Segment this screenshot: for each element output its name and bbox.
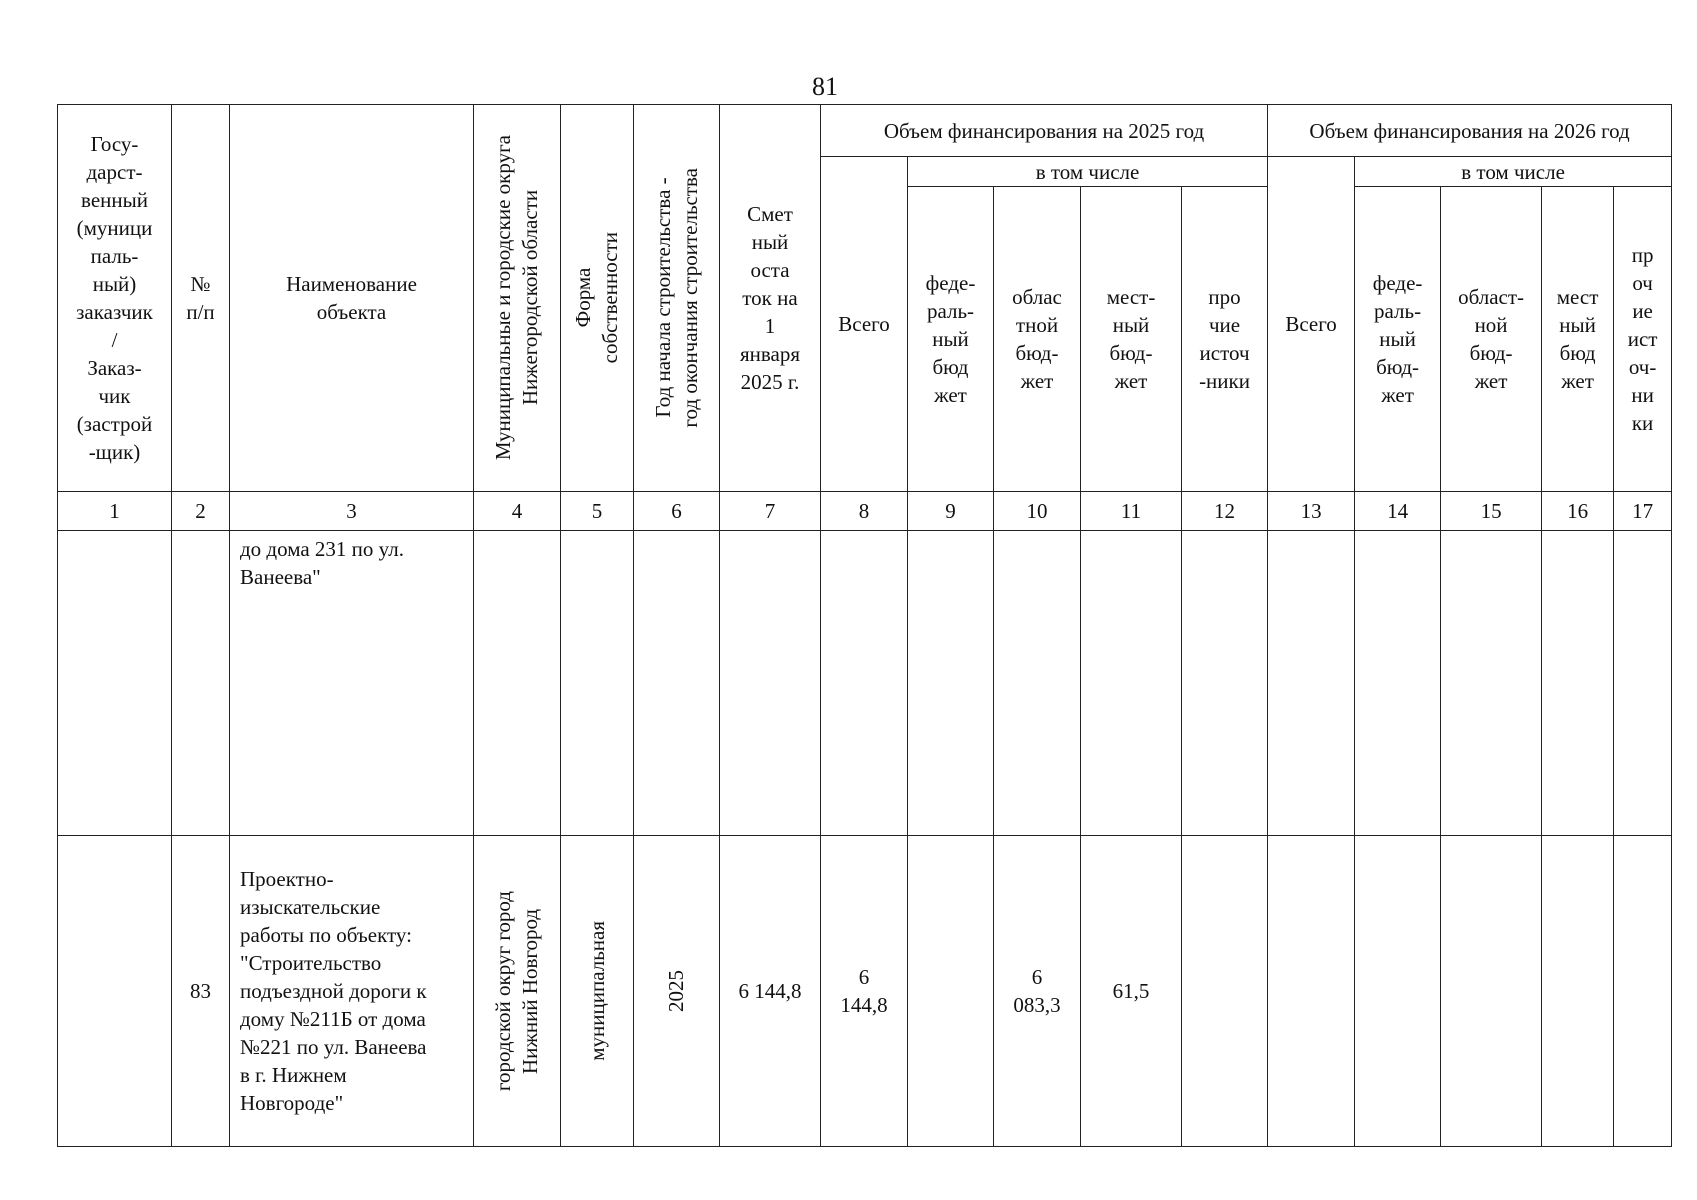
column-number: 2 — [172, 492, 230, 531]
cell-regional-2025: 6 083,3 — [994, 836, 1081, 1147]
cell-estimate — [720, 531, 821, 836]
header-regional-2026: област- ной бюд- жет — [1441, 187, 1542, 492]
cell-ownership — [561, 836, 634, 1147]
cell-object-name: Проектно- изыскательские работы по объекту: "Строительство подъездной дороги к дому №211Б от дома №221 по ул. Ванеева в г. Нижнем Новгороде" — [230, 836, 474, 1147]
table-row — [58, 531, 1672, 836]
cell-federal-2025 — [908, 836, 994, 1147]
cell-regional-2026 — [1441, 836, 1542, 1147]
cell-district — [474, 836, 561, 1147]
cell-ownership — [561, 531, 634, 836]
header-estimate: Смет ный оста ток на 1 января 2025 г. — [720, 105, 821, 492]
cell-local-2026 — [1542, 836, 1614, 1147]
cell-local-2025: 61,5 — [1081, 836, 1182, 1147]
header-total-2025: Всего — [821, 157, 908, 492]
header-fin-2026: Объем финансирования на 2026 год — [1268, 105, 1672, 157]
header-other-2025: про чие источ -ники — [1182, 187, 1268, 492]
header-including-2026: в том числе — [1355, 157, 1672, 187]
cell-regional-2026 — [1441, 531, 1542, 836]
column-number: 9 — [908, 492, 994, 531]
cell-other-2026 — [1614, 531, 1672, 836]
column-number: 15 — [1441, 492, 1542, 531]
cell-customer — [58, 531, 172, 836]
column-number: 6 — [634, 492, 720, 531]
cell-other-2025 — [1182, 531, 1268, 836]
cell-no — [172, 531, 230, 836]
column-numbers-row — [58, 492, 1672, 531]
cell-estimate: 6 144,8 — [720, 836, 821, 1147]
cell-other-2025 — [1182, 836, 1268, 1147]
cell-total-2025 — [821, 531, 908, 836]
header-years-text: Год начала строительства - год окончания строительства — [650, 168, 702, 428]
column-number: 4 — [474, 492, 561, 531]
header-including-2025: в том числе — [908, 157, 1268, 187]
header-districts-text: Муниципальные и городские округа Нижегородской области — [491, 135, 542, 461]
cell-total-2026 — [1268, 836, 1355, 1147]
header-regional-2025: облас тной бюд- жет — [994, 187, 1081, 492]
cell-total-2025: 6 144,8 — [821, 836, 908, 1147]
column-number: 1 — [58, 492, 172, 531]
cell-local-2025 — [1081, 531, 1182, 836]
cell-years-text: 2025 — [664, 970, 688, 1012]
header-ownership-text: Форма собственности — [571, 232, 622, 364]
cell-total-2026 — [1268, 531, 1355, 836]
cell-no: 83 — [172, 836, 230, 1147]
cell-local-2026 — [1542, 531, 1614, 836]
header-districts — [474, 105, 561, 492]
column-number: 16 — [1542, 492, 1614, 531]
cell-years — [634, 531, 720, 836]
column-number: 11 — [1081, 492, 1182, 531]
header-no: № п/п — [172, 105, 230, 492]
column-number: 10 — [994, 492, 1081, 531]
page-number: 81 — [812, 72, 838, 101]
header-local-2025: мест- ный бюд- жет — [1081, 187, 1182, 492]
column-number: 8 — [821, 492, 908, 531]
financing-table — [57, 104, 1672, 1147]
header-customer: Госу- дарст- венный (муници паль- ный) заказчик / Заказ- чик (застрой -щик) — [58, 105, 172, 492]
column-number: 7 — [720, 492, 821, 531]
header-object-name: Наименование объекта — [230, 105, 474, 492]
cell-customer — [58, 836, 172, 1147]
header-federal-2026: феде- раль- ный бюд- жет — [1355, 187, 1441, 492]
column-number: 12 — [1182, 492, 1268, 531]
header-other-2026: пр оч ие ист оч- ни ки — [1614, 187, 1672, 492]
cell-district-text: городской округ город Нижний Новгород — [491, 890, 542, 1092]
column-number: 14 — [1355, 492, 1441, 531]
header-ownership — [561, 105, 634, 492]
column-number: 5 — [561, 492, 634, 531]
table-row — [58, 836, 1672, 1147]
column-number: 3 — [230, 492, 474, 531]
cell-federal-2025 — [908, 531, 994, 836]
cell-other-2026 — [1614, 836, 1672, 1147]
cell-regional-2025 — [994, 531, 1081, 836]
column-number: 17 — [1614, 492, 1672, 531]
header-row-1 — [58, 105, 1672, 157]
cell-federal-2026 — [1355, 531, 1441, 836]
column-number: 13 — [1268, 492, 1355, 531]
header-years — [634, 105, 720, 492]
header-fin-2025: Объем финансирования на 2025 год — [821, 105, 1268, 157]
cell-ownership-text: муниципальная — [584, 921, 609, 1061]
cell-district — [474, 531, 561, 836]
header-total-2026: Всего — [1268, 157, 1355, 492]
header-local-2026: мест ный бюд жет — [1542, 187, 1614, 492]
cell-federal-2026 — [1355, 836, 1441, 1147]
cell-object-name: до дома 231 по ул. Ванеева" — [230, 531, 474, 836]
header-federal-2025: феде- раль- ный бюд жет — [908, 187, 994, 492]
cell-years — [634, 836, 720, 1147]
